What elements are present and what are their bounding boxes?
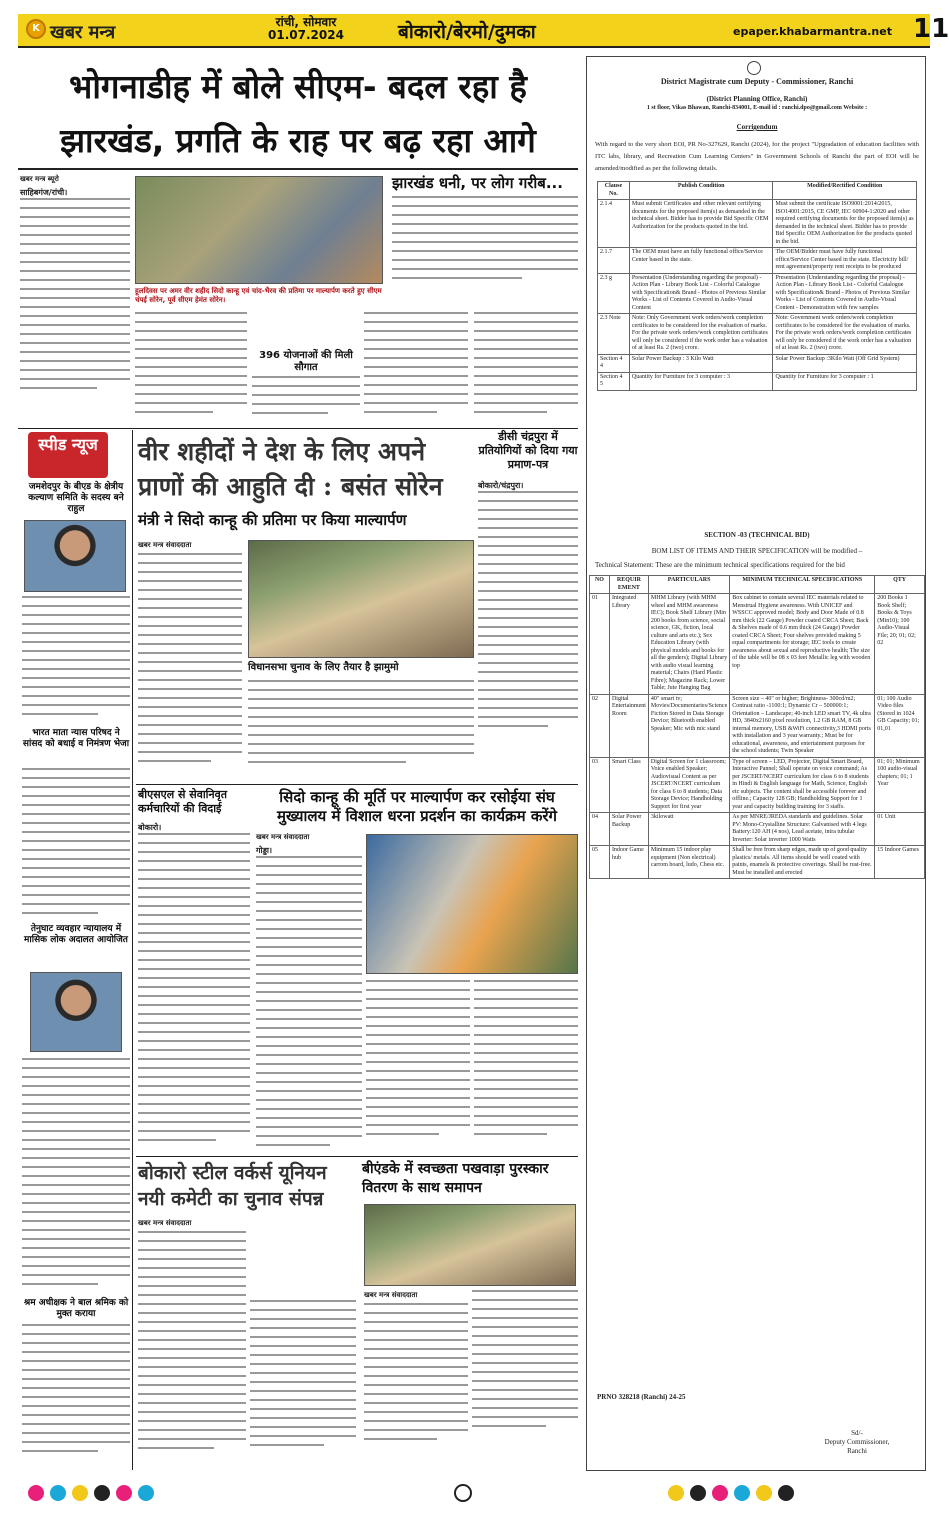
table-cell: Indoor Game hub: [609, 846, 648, 879]
table-cell: Digital Entertainment Room: [609, 694, 648, 757]
byline: खबर मन्त्र ब्यूरो: [20, 175, 59, 183]
table-header-row: [598, 182, 917, 200]
footer-color-strip: [18, 1478, 930, 1508]
table-cell: Must submit Certificates and other relevant certifying documents for the proposed item(s) as demanded in the technical sheet. Bidder has to provide Bid Specific OEM Authorization for the products quoted in the bid.: [629, 200, 773, 248]
bsl-headline: बीएसएल से सेवानिवृत कर्मचारियों की विदाई: [138, 788, 228, 815]
speed-item3-photo: [30, 972, 122, 1052]
color-registration-dot: [734, 1485, 750, 1501]
masthead-bar: [18, 14, 949, 48]
table-row: [598, 372, 917, 390]
sido-col1: [256, 832, 362, 1152]
color-registration-dot: [778, 1485, 794, 1501]
story2-col1: [138, 540, 242, 780]
signature-block: [797, 1429, 917, 1456]
table-cell: Screen size – 40" or higher; Brightness- 300cd/m2; Contrast ratio -1100:1; Dynamic Cr – 500000:1; Orientation – Landscape; 40-inch LED smart TV, 4k ultra HD, 3840x2160 pixel resolution, 1.2 GB RAM, 8 GB internal memory, USB &WiFi connectivity,3 HDMI ports with installation and 3 year warranty.; Must be for educational, awareness, and entertainment purposes for the school students; Twin Speaker: [730, 694, 875, 757]
box-head: 396 योजनाओं की मिली सौगात: [259, 350, 353, 373]
table-header-cell: QTY: [875, 576, 925, 594]
color-registration-dot: [690, 1485, 706, 1501]
table-row: [590, 813, 925, 846]
table-row: [598, 200, 917, 248]
union-headline: बोकारो स्टील वर्कर्स यूनियन नयी कमेटी का चुनाव संपन्न: [138, 1162, 327, 1210]
brand-logo-icon: K: [26, 19, 46, 39]
table-cell: Section 4 4: [598, 354, 630, 372]
table-cell: Note: Only Government work orders/work completion certificates to be considered for the evaluation of marks. For the private work orders/work completion certificates will only be considered if the work order has a valuation of at least Rs. 2 (two) crore.: [629, 314, 773, 355]
speed-item4-head: श्रम अधीक्षक ने बाल श्रमिक को मुक्त कराया: [23, 1298, 129, 1319]
lead-story-col-right: [392, 196, 578, 286]
tender-office: District Magistrate cum Deputy - Commissioner, Ranchi: [660, 77, 854, 86]
table-cell: 05: [590, 846, 610, 879]
table-cell: As per MNRE/JREDA standards and guidelines. Solar PV: Mono-Crystalline Structure: Galvanised with 4 legs Battery:120 AH (4 nos), Lead acetate, intra tubular Inverter: Solar inverter 1000 Watts: [730, 813, 875, 846]
table-cell: MHM Library (with MHM wheel and MHM awareness IEC); Book Shelf Library (Min 200 books from science, social science, GK, fiction, local culture and arts etc.); Sex Education Library (with physical models and books for all the genders); Digital Library with audio visual learning material; Chairs (Hard Plastic Fibre); Magazine Rack; Lower Table; Jute Hanging Bag: [648, 594, 729, 695]
lead-story-col4: [364, 312, 468, 424]
table-cell: Digital Screen for 1 classroom; Voice enabled Speaker; Audiovisual Content as per JSCERT/NCERT curriculum for class 6 to 8 students; Data Storage Device; Handholding Support for first year: [648, 757, 729, 813]
table-cell: 2.1.7: [598, 248, 630, 274]
tender-title: Corrigendum: [736, 123, 778, 131]
dcc-body: [478, 480, 578, 780]
dateline: साहिबगंज/रांची।: [20, 188, 68, 197]
table-cell: Minimum 15 indoor play equipment (Non electrical) carrom board, ludo, Chess etc.: [648, 846, 729, 879]
table-cell: The OEM must have an fully functional office/Service Center based in the state.: [629, 248, 773, 274]
table-header-row: [590, 576, 925, 594]
speed-item2-body: [22, 768, 130, 920]
lead-story-col1: [20, 174, 130, 424]
table-cell: 15 Indoor Games: [875, 846, 925, 879]
city-day: रांची, सोमवार: [275, 15, 337, 29]
divider: [18, 168, 578, 170]
color-registration-dot: [712, 1485, 728, 1501]
table-header-cell: REQUIR EMENT: [609, 576, 648, 594]
table-cell: 02: [590, 694, 610, 757]
table-cell: 01; 01; Minimum 100 audio-visual chapters; 01; 1 Year: [875, 757, 925, 813]
body-text: [20, 198, 130, 389]
story2-subhead: मंत्री ने सिदो कान्हू की प्रतिमा पर किया माल्यार्पण: [138, 511, 407, 529]
table-cell: Section 4 5: [598, 372, 630, 390]
column-rule: [132, 430, 133, 1470]
table-cell: 01 Unit: [875, 813, 925, 846]
speed-news-badge: स्पीड न्यूज: [28, 432, 108, 478]
table-cell: 2.3 g: [598, 273, 630, 314]
table-row: [590, 757, 925, 813]
lead-story-col3: [252, 376, 360, 424]
story2-col2: [248, 680, 474, 780]
dateline: गोड्डा।: [256, 846, 273, 855]
dateline: बोकारो/चंद्रपुरा।: [478, 481, 524, 490]
color-registration-dot: [28, 1485, 44, 1501]
sido-photo: [366, 834, 578, 974]
table-cell: 04: [590, 813, 610, 846]
bsl-body: [138, 822, 250, 1152]
section3-sub: BOM LIST OF ITEMS AND THEIR SPECIFICATION will be modified –: [651, 547, 863, 555]
table-row: [590, 694, 925, 757]
lead-headline-line2: झारखंड, प्रगति के राह पर बढ़ रहा आगे: [60, 121, 536, 160]
table-header-cell: PARTICULARS: [648, 576, 729, 594]
table-cell: Smart Class: [609, 757, 648, 813]
lead-story-col5: [474, 312, 578, 424]
speed-item1-head: जमशेदपुर के बीएड के क्षेत्रीय कल्याण समिति के सदस्य बने राहुल: [28, 482, 124, 514]
table-cell: The OEM/Bidder must have fully functional office/Service Center based in the state. Electricity bill/ rent agreement/property rent receipts to be produced: [773, 248, 917, 274]
table-row: [598, 354, 917, 372]
emblem-icon: [747, 61, 761, 75]
brand-name: खबर मन्त्र: [50, 22, 116, 43]
table-cell: Solar Power Backup: [609, 813, 648, 846]
corrigendum-table: [597, 181, 917, 391]
table-cell: Quantity for Furniture for 3 computer : 1: [773, 372, 917, 390]
lead-photo: [135, 176, 383, 284]
section-title: बोकारो/बेरमो/दुमका: [398, 21, 536, 43]
divider: [136, 1156, 578, 1157]
lead-subhead: झारखंड धनी, पर लोग गरीब...: [392, 174, 563, 192]
tender-address: 1 st floor, Vikas Bhawan, Ranchi-834001, E-mail id : ranchi.dpo@gmail.com Website :: [646, 105, 868, 111]
beo-headline: बीएंडके में स्वच्छता पखवाड़ा पुरस्कार वितरण के साथ समापन: [362, 1161, 549, 1196]
table-row: [590, 594, 925, 695]
website-link[interactable]: epaper.khabarmantra.net: [733, 25, 892, 38]
table-row: [598, 273, 917, 314]
table-row: [598, 314, 917, 355]
divider: [18, 428, 578, 429]
byline: खबर मन्त्र संवाददाता: [256, 833, 310, 841]
dateline-box: [268, 16, 344, 42]
beo-col1: [364, 1290, 468, 1468]
color-registration-dot: [72, 1485, 88, 1501]
table-header-cell: Clause No.: [598, 182, 630, 200]
table-cell: Shall be free from sharp edges, made up of good quality plastics/ metals. All items should be well coated with paints, enamels & protective coverings. Shall be rust-free. Must be installed and erected: [730, 846, 875, 879]
byline: खबर मन्त्र संवाददाता: [364, 1291, 418, 1299]
speed-item1-photo: [24, 520, 126, 592]
dcc-headline: डीसी चंद्रपुरा में प्रतियोगियों को दिया गया प्रमाण-पत्र: [478, 430, 578, 471]
table-row: [590, 846, 925, 879]
issue-date: 01.07.2024: [268, 28, 344, 42]
dateline: बोकारो।: [138, 823, 162, 832]
color-registration-dot: [50, 1485, 66, 1501]
sign-designation: Deputy Commissioner,: [824, 1438, 890, 1446]
sido-headline: सिदो कान्हू की मूर्ति पर माल्यार्पण कर रसोईया संघ मुख्यालय में विशाल धरना प्रदर्शन का कार्यक्रम करेंगे: [277, 788, 557, 825]
registration-mark-icon: [454, 1484, 472, 1502]
speed-item2-head: भारत माता न्यास परिषद ने सांसद को बधाई व निमंत्रण भेजा: [22, 728, 130, 749]
table-cell: 2.1.4: [598, 200, 630, 248]
story2-photo: [248, 540, 474, 658]
table-header-cell: MINIMUM TECHNICAL SPECIFICATIONS: [730, 576, 875, 594]
sido-col3: [474, 980, 578, 1152]
page-number: 11: [913, 14, 949, 44]
beo-photo: [364, 1204, 576, 1286]
lead-headline-line1: भोगनाडीह में बोले सीएम- बदल रहा है: [69, 67, 527, 106]
section3-title: SECTION -03 (TECHNICAL BID): [704, 531, 810, 539]
table-cell: 01; 100 Audio Video files (Stored in 1024 GB Capacity; 01; 01,01: [875, 694, 925, 757]
color-registration-dot: [756, 1485, 772, 1501]
beo-col2: [472, 1290, 578, 1468]
tender-notice: [586, 56, 926, 1471]
table-cell: 03: [590, 757, 610, 813]
table-cell: Integrated Library: [609, 594, 648, 695]
byline: खबर मन्त्र संवाददाता: [138, 1219, 192, 1227]
tech-statement: Technical Statement: These are the minimum technical specifications required for the bid: [595, 561, 845, 569]
lead-story-col2: [135, 312, 247, 424]
table-cell: Note: Government work orders/work completion certificates to be considered for the evaluation of marks. For the private work orders/work completion certificates will only be considered if the work order has a valuation of at least Rs. 2 (two) crore.: [773, 314, 917, 355]
table-cell: 3kilowatt: [648, 813, 729, 846]
story2-caption: विधानसभा चुनाव के लिए तैयार है झामुमो: [248, 662, 399, 673]
table-cell: Solar Power Backup :3Kilo Watt (Off Grid System): [773, 354, 917, 372]
color-registration-dot: [138, 1485, 154, 1501]
color-registration-dot: [116, 1485, 132, 1501]
speed-item3-body: [22, 1058, 130, 1294]
color-registration-dot: [94, 1485, 110, 1501]
lead-headline: [18, 60, 578, 168]
table-cell: 200 Books 1 Book Shelf; Books & Toys (Min10); 100 Audio-Visual File; 20; 01; 02; 02: [875, 594, 925, 695]
table-cell: Box cabinet to contain several IEC materials related to Menstrual Hygiene awareness. With UNICEF and WSSCC approved model; Body and Door Made of 0.8 mm thick (22 Gauge) Powder coated CRCA Sheet; Back & Shelves made of 0.6 mm thick (24 Gauge) Powder coated CRCA Sheet; Four shelves provided making 5 equal compartments for storage; IEC tools to create awareness about sexual and reproductive health; The size of the table will be 08 x 03 feet Metallic leg with wooden top: [730, 594, 875, 695]
sign-place: Ranchi: [847, 1447, 867, 1455]
divider: [136, 784, 578, 785]
technical-spec-table: [589, 575, 925, 879]
union-col1: [138, 1218, 246, 1468]
sign-sd: Sd/-: [851, 1429, 863, 1437]
tender-suboffice: (District Planning Office, Ranchi): [706, 95, 808, 103]
story2-headline: वीर शहीदों ने देश के लिए अपने प्राणों की आहुति दी : बसंत सोरेन: [138, 437, 443, 501]
table-row: [598, 248, 917, 274]
table-header-cell: Publish Condition: [629, 182, 773, 200]
table-cell: 01: [590, 594, 610, 695]
table-header-cell: NO: [590, 576, 610, 594]
table-cell: Presentation (Understanding regarding the proposal) - Action Plan - Library Book List - Colorful Catalogue with Specification& Brand - Photos of Previous Similar Works - List of Contents Covered in Audio-Visual Content - Demonstration with few samples: [773, 273, 917, 314]
table-cell: Quantity for Furniture for 3 computer : 3: [629, 372, 773, 390]
color-registration-dot: [668, 1485, 684, 1501]
speed-item4-body: [22, 1324, 130, 1466]
sido-col2: [366, 980, 470, 1152]
table-cell: Presentation (Understanding regarding the proposal) - Action Plan - Library Book List - Colorful Catalogue with Specification& Brand - Photos of Previous Similar Works - List of Contents Covered in Audio-Visual Content: [629, 273, 773, 314]
table-cell: 40" smart tv; Movies/Documentaries/Science Fiction Stored in Data Storage Device; Bluetooth enabled Speaker; Mic with mic stand: [648, 694, 729, 757]
table-cell: Type of screen – LED, Projector, Digital Smart Board, Interactive Pannel; Shall operate on voice command; As per JSCERT/NCERT curriculum for class 6 to 8 students in Hindi & English language for Math, Science, English etc subjects. The content shall be accessible forever and offline.; Capacity 128 GB; Handholding Support for 1 year and capacity building training for 3 staffs.: [730, 757, 875, 813]
photo-caption: हूलदिवस पर अमर वीर शहीद सिदो कान्हू एवं चांद-भैरव की प्रतिमा पर माल्यार्पण करते हुए सीएम चंपई सोरेन, पूर्व सीएम हेमंत सोरेन।: [135, 287, 382, 304]
table-header-cell: Modified/Rectified Condition: [773, 182, 917, 200]
speed-item1-body: [22, 596, 130, 724]
table-cell: Solar Power Backup : 3 Kilo Watt: [629, 354, 773, 372]
byline: खबर मन्त्र संवाददाता: [138, 541, 192, 549]
tender-intro: With regard to the very short EOI, PR No-327629, Ranchi (2024), for the project "Upgradation of education facilities with ITC labs, library, and Recreation Cum Learning Centers" in Government Schools of Ranchi the part of EOI will be amended/modified as per the following details.: [595, 141, 919, 172]
table-cell: 2.3 Note: [598, 314, 630, 355]
union-col2: [250, 1300, 356, 1468]
pr-number: PRNO 328218 (Ranchi) 24-25: [597, 1393, 686, 1401]
speed-item3-head: तेनुघाट व्यवहार न्यायालय में मासिक लोक अदालत आयोजित: [24, 924, 128, 945]
table-cell: Must submit the certificate ISO9001:2014/2015, ISO14001:2015, CE GMP, IEC 60904-1:2020 and other required certifying documents for the proposed item(s) as demanded in the technical sheet. Bidder has to provide Bid Specific OEM Authorization for the products quoted in the bid.: [773, 200, 917, 248]
